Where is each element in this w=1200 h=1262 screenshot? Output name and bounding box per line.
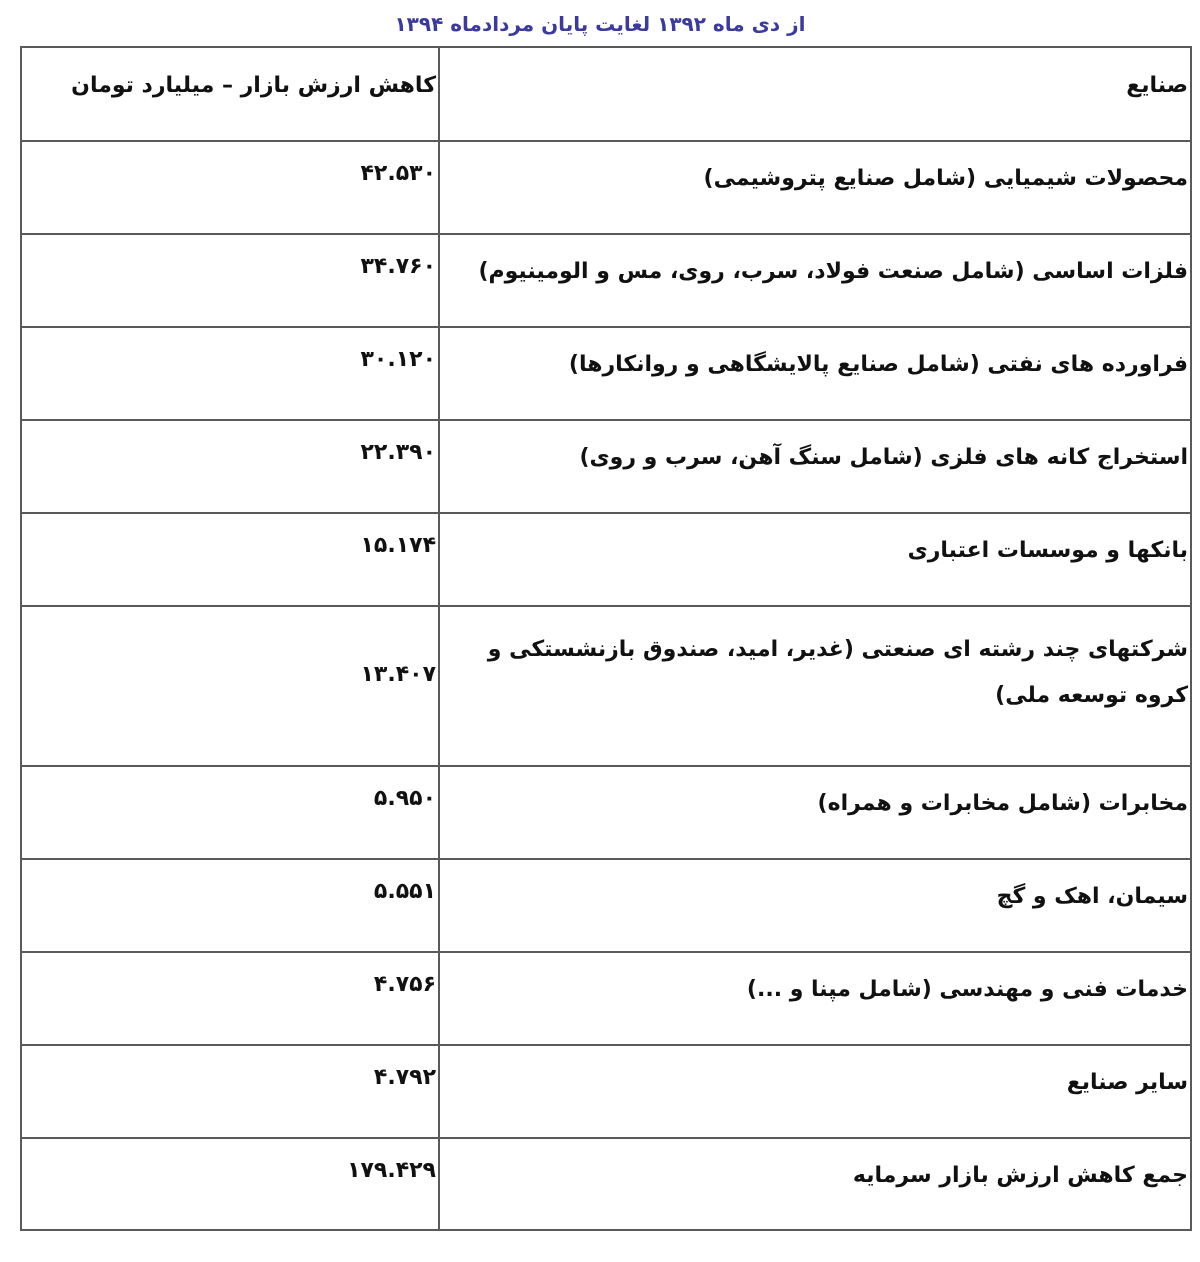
industry-cell — [439, 234, 1191, 327]
header-value: کاهش ارزش بازار – میلیارد تومان — [71, 73, 436, 98]
table-total-row — [21, 1138, 1191, 1230]
value-cell — [21, 513, 439, 606]
value-cell — [21, 1045, 439, 1138]
industry-cell — [439, 141, 1191, 234]
industry-cell — [439, 859, 1191, 952]
industry-name: فراورده های نفتی (شامل صنایع پالایشگاهی و روانکارها) — [568, 352, 1188, 377]
table-header-row — [21, 47, 1191, 141]
industry-cell — [439, 420, 1191, 513]
industry-cell — [439, 513, 1191, 606]
value-amount: ۳۴.۷۶۰ — [360, 254, 436, 279]
table-row — [21, 234, 1191, 327]
value-cell — [21, 234, 439, 327]
industry-name: سیمان، اهک و گچ — [996, 884, 1188, 909]
table-row — [21, 952, 1191, 1045]
table-row — [21, 327, 1191, 420]
industry-name: محصولات شیمیایی (شامل صنایع پتروشیمی) — [703, 166, 1188, 191]
value-cell — [21, 141, 439, 234]
total-label-cell — [439, 1138, 1191, 1230]
value-amount: ۴.۷۵۶ — [373, 972, 436, 997]
value-amount: ۱۳.۴۰۷ — [360, 662, 436, 687]
value-amount: ۴.۷۹۲ — [373, 1065, 436, 1090]
industry-name: استخراج کانه های فلزی (شامل سنگ آهن، سرب و روی) — [579, 445, 1188, 470]
industry-name: سایر صنایع — [1066, 1070, 1188, 1095]
header-industry-cell — [439, 47, 1191, 141]
industry-cell — [439, 766, 1191, 859]
table-row — [21, 513, 1191, 606]
table-row — [21, 766, 1191, 859]
value-amount: ۴۲.۵۳۰ — [360, 161, 436, 186]
industry-name: بانکها و موسسات اعتباری — [907, 538, 1188, 563]
value-amount: ۲۲.۳۹۰ — [360, 440, 436, 465]
total-value: ۱۷۹.۴۲۹ — [347, 1158, 436, 1183]
industry-cell — [439, 1045, 1191, 1138]
industry-name: شرکتهای چند رشته ای صنعتی (غدیر، امید، صندوق بازنشستکی و کروه توسعه ملی) — [487, 637, 1188, 708]
industry-name: فلزات اساسی (شامل صنعت فولاد، سرب، روی، مس و الومینیوم) — [478, 259, 1188, 284]
table-caption: از دی ماه ۱۳۹۲ لغایت پایان مردادماه ۱۳۹۴ — [394, 12, 806, 36]
value-cell — [21, 859, 439, 952]
table-row — [21, 420, 1191, 513]
header-value-cell — [21, 47, 439, 141]
value-amount: ۱۵.۱۷۴ — [360, 533, 436, 558]
table-row — [21, 1045, 1191, 1138]
value-cell — [21, 766, 439, 859]
industry-cell — [439, 952, 1191, 1045]
header-industry: صنایع — [1126, 73, 1188, 98]
table-row — [21, 606, 1191, 766]
table-row — [21, 859, 1191, 952]
industry-cell — [439, 606, 1191, 766]
industry-name: مخابرات (شامل مخابرات و همراه) — [817, 791, 1188, 816]
value-cell — [21, 420, 439, 513]
industry-cell — [439, 327, 1191, 420]
value-cell — [21, 952, 439, 1045]
total-value-cell — [21, 1138, 439, 1230]
value-amount: ۵.۵۵۱ — [373, 879, 436, 904]
value-cell — [21, 327, 439, 420]
value-cell — [21, 606, 439, 766]
value-amount: ۳۰.۱۲۰ — [360, 347, 436, 372]
table-row — [21, 141, 1191, 234]
industry-name: خدمات فنی و مهندسی (شامل مپنا و ...) — [746, 977, 1188, 1002]
value-amount: ۵.۹۵۰ — [373, 786, 436, 811]
total-label: جمع کاهش ارزش بازار سرمایه — [852, 1163, 1188, 1188]
market-value-decline-table — [20, 46, 1192, 1231]
